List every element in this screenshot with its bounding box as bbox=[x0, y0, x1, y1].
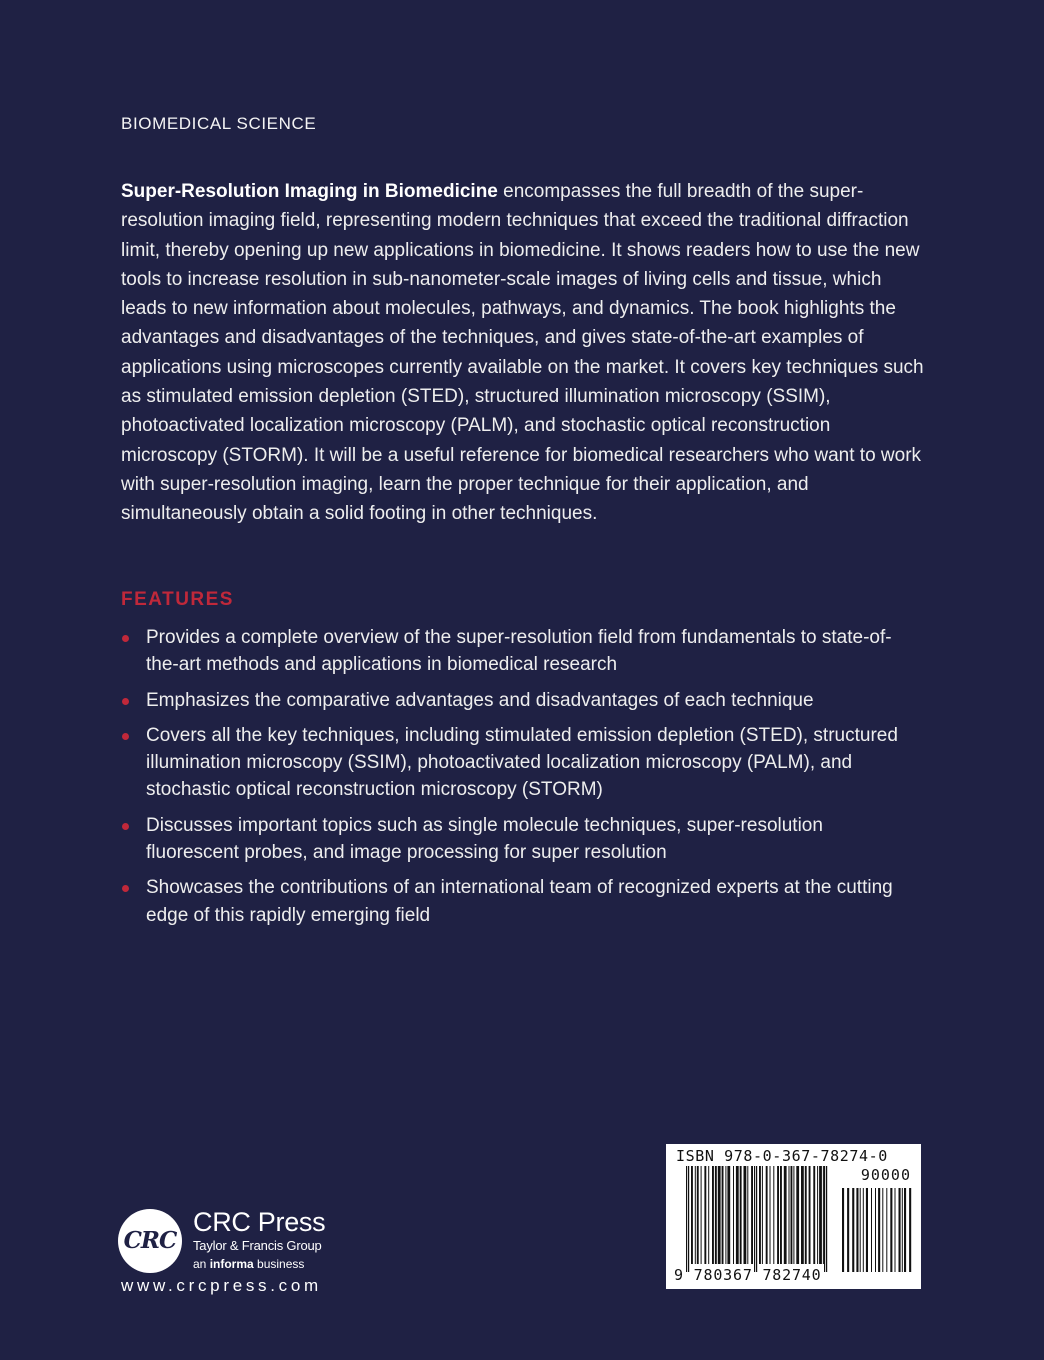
isbn-number: ISBN 978-0-367-78274-0 bbox=[676, 1147, 888, 1165]
barcode-bar bbox=[805, 1166, 807, 1264]
barcode-bar bbox=[736, 1166, 739, 1264]
barcode-bar bbox=[718, 1166, 721, 1264]
feature-item: Showcases the contributions of an international team of recognized experts at the cutting edge of this rapidly emerging field bbox=[121, 874, 921, 929]
bullet-icon bbox=[122, 885, 129, 892]
barcode-addon-bar bbox=[902, 1188, 903, 1272]
barcode-bar bbox=[817, 1166, 818, 1264]
barcode-bar bbox=[697, 1166, 699, 1264]
publisher-website: www.crcpress.com bbox=[121, 1276, 322, 1295]
barcode-bar bbox=[762, 1166, 763, 1264]
category-label: BIOMEDICAL SCIENCE bbox=[121, 114, 317, 133]
barcode-guard-bar bbox=[826, 1166, 827, 1272]
barcode-addon-bar bbox=[842, 1188, 844, 1272]
barcode-guard-bar bbox=[754, 1166, 755, 1272]
features-list bbox=[121, 624, 921, 937]
barcode-bar bbox=[691, 1166, 693, 1264]
barcode-guard-bar bbox=[688, 1166, 689, 1272]
barcode-bar bbox=[791, 1166, 793, 1264]
feature-item: Provides a complete overview of the super-resolution field from fundamentals to state-of-the-art methods and applications in biomedical research bbox=[121, 624, 921, 679]
barcode-bar bbox=[780, 1166, 782, 1264]
features-heading: FEATURES bbox=[121, 589, 234, 610]
barcode-bar bbox=[773, 1166, 774, 1264]
barcode-addon-bar bbox=[890, 1188, 892, 1272]
barcode-bar bbox=[727, 1166, 730, 1264]
barcode-bar bbox=[725, 1166, 726, 1264]
barcode-addon-bar bbox=[856, 1188, 858, 1272]
barcode-addon-bar bbox=[882, 1188, 883, 1272]
barcode-bar bbox=[789, 1166, 790, 1264]
barcode-bar bbox=[701, 1166, 702, 1264]
barcode-bar bbox=[819, 1166, 822, 1264]
barcode-bar bbox=[770, 1166, 771, 1264]
price-code: 90000 bbox=[860, 1166, 911, 1184]
barcode-bar bbox=[813, 1166, 815, 1264]
barcode-addon-bar bbox=[904, 1188, 906, 1272]
book-title: Super-Resolution Imaging in Biomedicine bbox=[121, 181, 498, 202]
feature-item: Discusses important topics such as single molecule techniques, super-resolution fluorescent probes, and image processing for super resolution bbox=[121, 812, 921, 867]
barcode-bar bbox=[715, 1166, 717, 1264]
barcode-addon-bar bbox=[909, 1188, 911, 1272]
barcode-addon-bar bbox=[871, 1188, 872, 1272]
book-description bbox=[121, 177, 931, 529]
barcode-bar bbox=[751, 1166, 753, 1264]
barcode-guard-bar bbox=[824, 1166, 825, 1272]
barcode-guard-bar bbox=[686, 1166, 687, 1272]
barcode-bar bbox=[708, 1166, 709, 1264]
barcode-bar bbox=[777, 1166, 779, 1264]
barcode-addon-bar bbox=[875, 1188, 876, 1272]
bullet-icon bbox=[122, 635, 129, 642]
barcode-bar bbox=[744, 1166, 747, 1264]
barcode-bar bbox=[796, 1166, 799, 1264]
barcode-bar bbox=[733, 1166, 734, 1264]
barcode-bar bbox=[766, 1166, 768, 1264]
barcode-addon-bar bbox=[847, 1188, 849, 1272]
barcode-addon-bar bbox=[899, 1188, 901, 1272]
barcode-bar bbox=[722, 1166, 724, 1264]
publisher-tagline: an informa business bbox=[193, 1257, 305, 1271]
barcode-addon-bar bbox=[895, 1188, 896, 1272]
ean-digits: 9 780367 782740 bbox=[674, 1266, 822, 1284]
barcode-addon-bar bbox=[878, 1188, 880, 1272]
isbn-barcode bbox=[666, 1144, 921, 1289]
barcode-addon-bar bbox=[863, 1188, 864, 1272]
description-body: encompasses the full breadth of the super-resolution imaging field, representing modern techniques that exceed the traditional diffraction limit, thereby opening up new applications in biomedicine. It shows readers how to use the new tools to increase resolution in sub-nanometer-scale images of living cells and tissue, which leads to new information about molecules, pathways, and dynamics. The book highlights the advantages and disadvantages of the techniques, and gives state-of-the-art examples of applications using microscopes currently available on the market. It covers key techniques such as stimulated emission depletion (STED), structured illumination microscopy (SSIM), photoactivated localization microscopy (PALM), and stochastic optical reconstruction microscopy (STORM). It will be a useful reference for biomedical researchers who want to work with super-resolution imaging, learn the proper technique for their application, and simultaneously obtain a solid footing in other techniques. bbox=[121, 181, 924, 525]
bullet-icon bbox=[122, 698, 129, 705]
barcode-bar bbox=[759, 1166, 761, 1264]
feature-item: Emphasizes the comparative advantages and disadvantages of each technique bbox=[121, 687, 921, 714]
publisher-group: Taylor & Francis Group bbox=[193, 1238, 322, 1253]
barcode-bar bbox=[809, 1166, 811, 1264]
barcode-bar bbox=[784, 1166, 787, 1264]
barcode-bar bbox=[704, 1166, 706, 1264]
barcode-bar bbox=[793, 1166, 794, 1264]
bullet-icon bbox=[122, 733, 129, 740]
barcode-bar bbox=[695, 1166, 696, 1264]
logo-mark: CRC bbox=[123, 1227, 177, 1254]
barcode-bar bbox=[823, 1166, 824, 1264]
barcode-bar bbox=[747, 1166, 748, 1264]
feature-item: Covers all the key techniques, including stimulated emission depletion (STED), structured illumination microscopy (SSIM), photoactivated localization microscopy (PALM), and stochastic optical reconstruction microscopy (STORM) bbox=[121, 722, 921, 804]
publisher-name: CRC Press bbox=[193, 1207, 326, 1237]
barcode-addon-bar bbox=[886, 1188, 887, 1272]
barcode-bar bbox=[740, 1166, 742, 1264]
barcode-addon-bar bbox=[860, 1188, 861, 1272]
barcode-addon-bar bbox=[852, 1188, 854, 1272]
bullet-icon bbox=[122, 823, 129, 830]
barcode-guard-bar bbox=[756, 1166, 757, 1272]
barcode-bar bbox=[801, 1166, 804, 1264]
barcode-bar bbox=[712, 1166, 714, 1264]
barcode-addon-bar bbox=[866, 1188, 868, 1272]
